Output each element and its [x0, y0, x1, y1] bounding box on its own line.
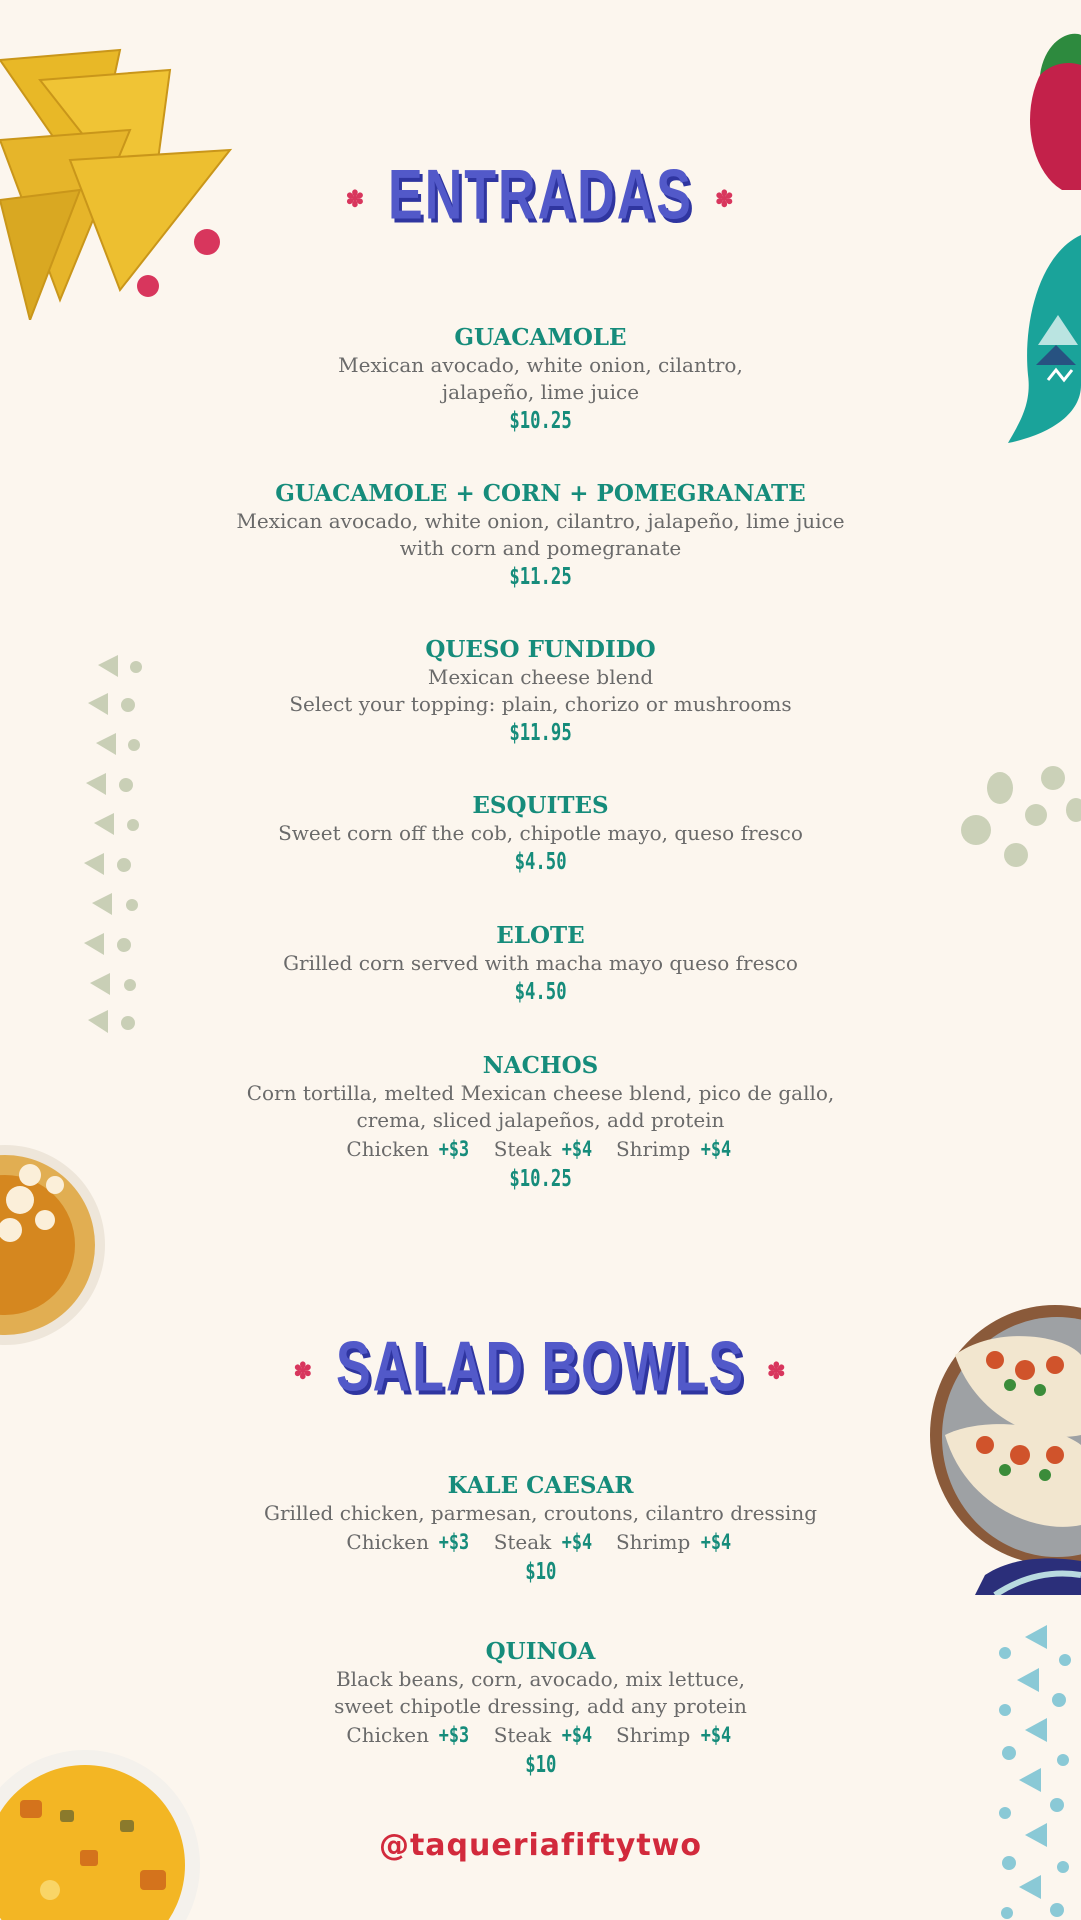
- item-price: $11.25: [509, 564, 572, 590]
- addon-price: +$4: [561, 1137, 592, 1161]
- social-handle[interactable]: @taqueriafiftytwo: [378, 1828, 703, 1863]
- item-price: $11.95: [509, 720, 572, 746]
- item-name: GUACAMOLE: [454, 324, 627, 351]
- item-description: Select your topping: plain, chorizo or mushrooms: [289, 692, 792, 716]
- item-name: GUACAMOLE + CORN + POMEGRANATE: [275, 480, 806, 507]
- item-description: Mexican cheese blend: [427, 665, 654, 689]
- menu-item: [0, 1638, 1081, 1780]
- item-description: with corn and pomegranate: [399, 536, 682, 560]
- section-title-salad-bowls: [0, 1330, 1081, 1410]
- item-name: QUINOA: [485, 1638, 596, 1665]
- item-name: KALE CAESAR: [447, 1472, 634, 1499]
- item-name: ELOTE: [496, 922, 585, 949]
- ornament-icon: ✽: [714, 186, 736, 212]
- item-price: $10: [524, 1559, 557, 1585]
- menu-item: [0, 792, 1081, 877]
- addon-label: Steak: [493, 1723, 552, 1747]
- addon-price: +$4: [561, 1723, 592, 1747]
- addon-label: Chicken: [346, 1137, 430, 1161]
- item-description: sweet chipotle dressing, add any protein: [334, 1694, 747, 1718]
- item-price: $4.50: [514, 849, 567, 875]
- item-description: Corn tortilla, melted Mexican cheese blend, pico de gallo,: [246, 1081, 835, 1105]
- item-description: Grilled chicken, parmesan, croutons, cilantro dressing: [263, 1501, 818, 1525]
- item-description: Grilled corn served with macha mayo queso fresco: [283, 951, 798, 975]
- addon-price: +$4: [700, 1137, 731, 1161]
- item-description: Black beans, corn, avocado, mix lettuce,: [335, 1667, 746, 1691]
- protein-addons: [0, 1134, 1081, 1164]
- item-name: QUESO FUNDIDO: [425, 636, 656, 663]
- item-description: Mexican avocado, white onion, cilantro,: [338, 353, 743, 377]
- addon-price: +$4: [700, 1530, 731, 1554]
- item-description: jalapeño, lime juice: [441, 380, 640, 404]
- addon-price: +$3: [439, 1530, 470, 1554]
- protein-addons: [0, 1720, 1081, 1750]
- menu-item: [0, 1472, 1081, 1587]
- item-price: $10.25: [509, 408, 572, 434]
- item-name: NACHOS: [482, 1052, 599, 1079]
- addon-label: Steak: [493, 1530, 552, 1554]
- item-description: Mexican avocado, white onion, cilantro, jalapeño, lime juice: [236, 509, 845, 533]
- addon-label: Shrimp: [615, 1137, 691, 1161]
- section-title-text: SALAD BOWLS: [335, 1328, 746, 1407]
- item-price: $10.25: [509, 1166, 572, 1192]
- addon-label: Steak: [493, 1137, 552, 1161]
- addon-label: Chicken: [346, 1530, 430, 1554]
- addon-label: Shrimp: [615, 1723, 691, 1747]
- item-name: ESQUITES: [472, 792, 609, 819]
- menu-item: [0, 636, 1081, 748]
- item-description: Sweet corn off the cob, chipotle mayo, queso fresco: [278, 821, 803, 845]
- menu-item: [0, 480, 1081, 592]
- item-price: $10: [524, 1752, 557, 1778]
- protein-addons: [0, 1527, 1081, 1557]
- ornament-icon: ✽: [293, 1358, 314, 1384]
- menu-item: [0, 922, 1081, 1007]
- section-title-entradas: [0, 158, 1081, 238]
- addon-price: +$3: [439, 1723, 470, 1747]
- menu-item: [0, 1052, 1081, 1194]
- addon-price: +$4: [700, 1723, 731, 1747]
- addon-price: +$3: [439, 1137, 470, 1161]
- item-description: crema, sliced jalapeños, add protein: [356, 1108, 725, 1132]
- item-price: $4.50: [514, 979, 567, 1005]
- section-title-text: ENTRADAS: [388, 156, 693, 235]
- addon-price: +$4: [561, 1530, 592, 1554]
- ornament-icon: ✽: [345, 186, 367, 212]
- addon-label: Chicken: [346, 1723, 430, 1747]
- ornament-icon: ✽: [767, 1358, 788, 1384]
- addon-label: Shrimp: [615, 1530, 691, 1554]
- menu-item: [0, 324, 1081, 436]
